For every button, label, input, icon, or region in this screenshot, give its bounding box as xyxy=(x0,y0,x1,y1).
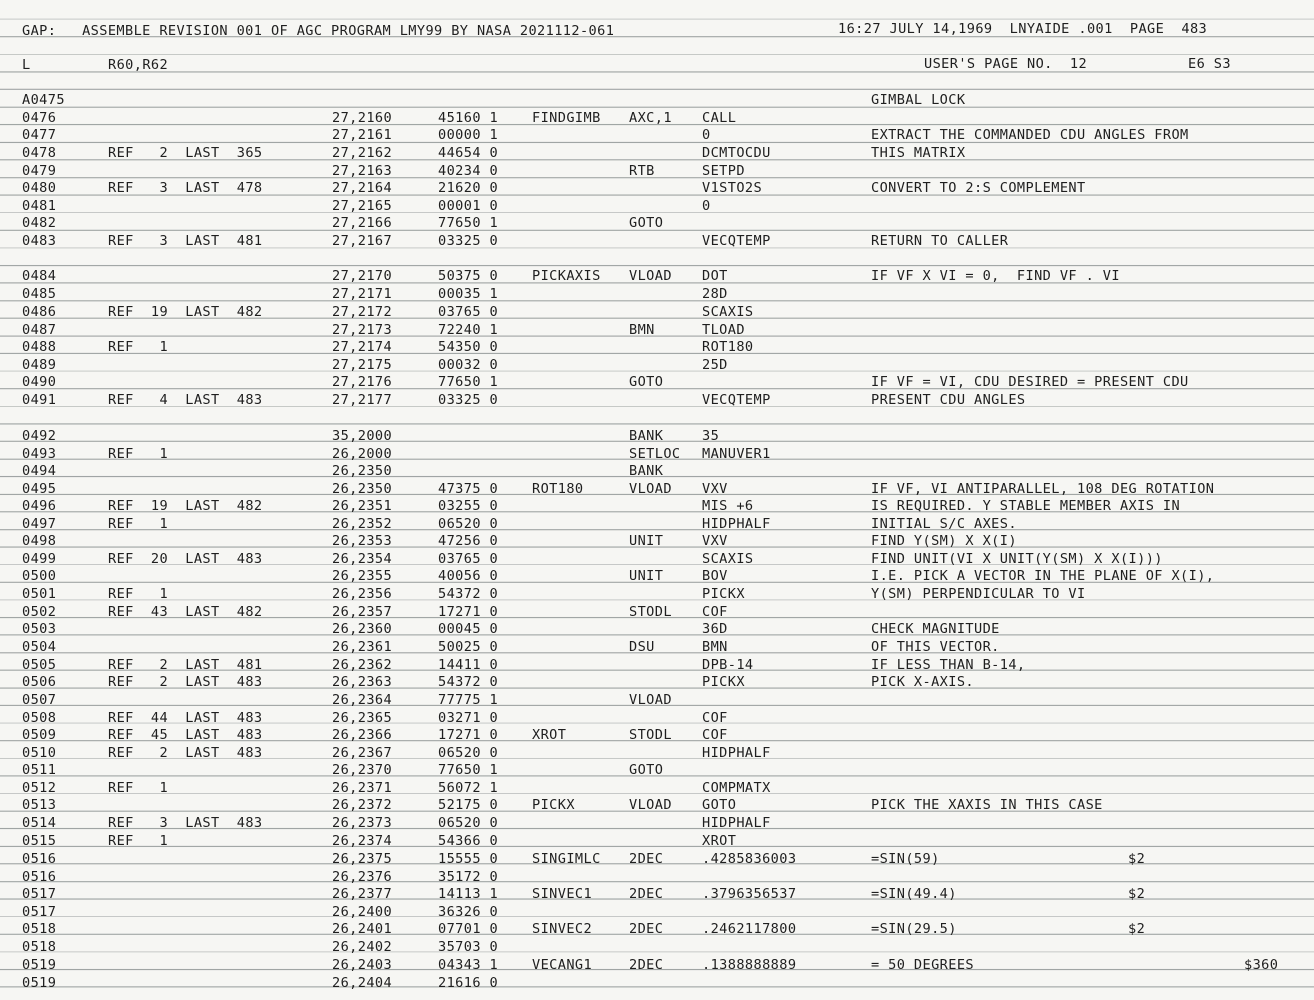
line-label: FINDGIMB xyxy=(532,110,601,126)
line-ref: REF 1 xyxy=(108,516,169,532)
line-word: 00035 1 xyxy=(438,286,499,302)
line-comment: IF LESS THAN B-14, xyxy=(871,657,1026,673)
line-seq: 0507 xyxy=(22,692,57,708)
line-operand: HIDPHALF xyxy=(702,516,771,532)
line-addr: 26,2367 xyxy=(332,745,393,761)
line-addr: 26,2354 xyxy=(332,551,393,567)
line-seq: 0483 xyxy=(22,233,57,249)
line-word: 04343 1 xyxy=(438,957,499,973)
header-code: E6 S3 xyxy=(1188,56,1231,72)
line-label: PICKAXIS xyxy=(532,268,601,284)
line-word: 03255 0 xyxy=(438,498,499,514)
line-seq: 0508 xyxy=(22,710,57,726)
line-comment: CONVERT TO 2:S COMPLEMENT xyxy=(871,180,1086,196)
line-addr: 27,2176 xyxy=(332,374,393,390)
line-operand: 36D xyxy=(702,621,728,637)
line-ref: REF 20 LAST 483 xyxy=(108,551,263,567)
line-addr: 27,2172 xyxy=(332,304,393,320)
line-op: STODL xyxy=(629,604,672,620)
line-word: 00045 0 xyxy=(438,621,499,637)
line-comment: OF THIS VECTOR. xyxy=(871,639,1000,655)
line-word: 03325 0 xyxy=(438,392,499,408)
line-word: 00032 0 xyxy=(438,357,499,373)
line-seq: 0498 xyxy=(22,533,57,549)
line-operand: PICKX xyxy=(702,586,745,602)
line-word: 35172 0 xyxy=(438,869,499,885)
line-operand: MANUVER1 xyxy=(702,446,771,462)
line-op: 2DEC xyxy=(629,957,664,973)
line-addr: 26,2351 xyxy=(332,498,393,514)
line-word: 77650 1 xyxy=(438,374,499,390)
line-ref: REF 43 LAST 482 xyxy=(108,604,263,620)
line-operand: CALL xyxy=(702,110,737,126)
line-seq: 0487 xyxy=(22,322,57,338)
line-word: 00001 0 xyxy=(438,198,499,214)
line-comment: GIMBAL LOCK xyxy=(871,92,966,108)
line-comment: IF VF = VI, CDU DESIRED = PRESENT CDU xyxy=(871,374,1189,390)
line-seq: 0499 xyxy=(22,551,57,567)
line-operand: COF xyxy=(702,727,728,743)
line-operand: 25D xyxy=(702,357,728,373)
line-op: RTB xyxy=(629,163,655,179)
line-seq: 0501 xyxy=(22,586,57,602)
line-comment: IF VF X VI = 0, FIND VF . VI xyxy=(871,268,1120,284)
line-seq: 0506 xyxy=(22,674,57,690)
line-word: 06520 0 xyxy=(438,745,499,761)
line-seq: 0511 xyxy=(22,762,57,778)
line-comment: Y(SM) PERPENDICULAR TO VI xyxy=(871,586,1086,602)
line-operand: GOTO xyxy=(702,797,737,813)
line-word: 35703 0 xyxy=(438,939,499,955)
line-seq: 0505 xyxy=(22,657,57,673)
line-ref: REF 1 xyxy=(108,446,169,462)
line-op: GOTO xyxy=(629,215,664,231)
line-op: BANK xyxy=(629,428,664,444)
line-operand: SCAXIS xyxy=(702,304,754,320)
line-op: VLOAD xyxy=(629,692,672,708)
line-ref: REF 19 LAST 482 xyxy=(108,304,263,320)
line-operand: VECQTEMP xyxy=(702,233,771,249)
line-ref: REF 3 LAST 478 xyxy=(108,180,263,196)
line-addr: 26,2361 xyxy=(332,639,393,655)
line-op: 2DEC xyxy=(629,851,664,867)
line-addr: 27,2174 xyxy=(332,339,393,355)
line-comment: =SIN(29.5) xyxy=(871,921,957,937)
line-word: 40056 0 xyxy=(438,568,499,584)
line-label: SINVEC2 xyxy=(532,921,593,937)
line-label: XROT xyxy=(532,727,567,743)
line-ref: REF 2 LAST 365 xyxy=(108,145,263,161)
line-operand: SCAXIS xyxy=(702,551,754,567)
line-operand: .2462117800 xyxy=(702,921,797,937)
line-op: DSU xyxy=(629,639,655,655)
line-extra: $2 xyxy=(1128,886,1146,902)
line-operand: COMPMATX xyxy=(702,780,771,796)
line-operand: PICKX xyxy=(702,674,745,690)
line-word: 77650 1 xyxy=(438,215,499,231)
line-seq: 0493 xyxy=(22,446,57,462)
line-addr: 26,2401 xyxy=(332,921,393,937)
line-operand: ROT180 xyxy=(702,339,754,355)
line-addr: 27,2163 xyxy=(332,163,393,179)
line-seq: 0485 xyxy=(22,286,57,302)
line-extra: $360 xyxy=(1244,957,1279,973)
line-addr: 27,2166 xyxy=(332,215,393,231)
line-addr: 26,2352 xyxy=(332,516,393,532)
line-operand: VXV xyxy=(702,533,728,549)
line-label: PICKX xyxy=(532,797,575,813)
line-word: 14411 0 xyxy=(438,657,499,673)
line-seq: 0502 xyxy=(22,604,57,620)
line-word: 77650 1 xyxy=(438,762,499,778)
line-ref: REF 44 LAST 483 xyxy=(108,710,263,726)
line-addr: 27,2175 xyxy=(332,357,393,373)
line-ref: REF 19 LAST 482 xyxy=(108,498,263,514)
line-op: GOTO xyxy=(629,762,664,778)
line-word: 45160 1 xyxy=(438,110,499,126)
line-seq: 0516 xyxy=(22,869,57,885)
line-seq: 0512 xyxy=(22,780,57,796)
line-word: 54366 0 xyxy=(438,833,499,849)
line-seq: 0503 xyxy=(22,621,57,637)
line-addr: 26,2371 xyxy=(332,780,393,796)
line-label: ROT180 xyxy=(532,481,584,497)
header-user-page: USER'S PAGE NO. 12 xyxy=(924,56,1088,72)
line-operand: COF xyxy=(702,604,728,620)
line-seq: 0509 xyxy=(22,727,57,743)
line-addr: 27,2165 xyxy=(332,198,393,214)
line-seq: 0491 xyxy=(22,392,57,408)
line-operand: VXV xyxy=(702,481,728,497)
line-seq: 0478 xyxy=(22,145,57,161)
line-operand: 28D xyxy=(702,286,728,302)
line-seq: A0475 xyxy=(22,92,65,108)
line-word: 00000 1 xyxy=(438,127,499,143)
line-addr: 26,2363 xyxy=(332,674,393,690)
line-seq: 0494 xyxy=(22,463,57,479)
line-ref: REF 1 xyxy=(108,833,169,849)
line-word: 47375 0 xyxy=(438,481,499,497)
line-addr: 26,2000 xyxy=(332,446,393,462)
line-word: 77775 1 xyxy=(438,692,499,708)
line-op: VLOAD xyxy=(629,797,672,813)
line-op: SETLOC xyxy=(629,446,681,462)
header-section: R60,R62 xyxy=(108,57,169,73)
line-comment: FIND Y(SM) X X(I) xyxy=(871,533,1017,549)
line-comment: PICK X-AXIS. xyxy=(871,674,975,690)
line-addr: 26,2356 xyxy=(332,586,393,602)
line-comment: INITIAL S/C AXES. xyxy=(871,516,1017,532)
line-word: 21616 0 xyxy=(438,975,499,991)
line-extra: $2 xyxy=(1128,851,1146,867)
line-word: 07701 0 xyxy=(438,921,499,937)
line-operand: V1STO2S xyxy=(702,180,763,196)
line-addr: 26,2360 xyxy=(332,621,393,637)
line-op: VLOAD xyxy=(629,481,672,497)
header-left: GAP: ASSEMBLE REVISION 001 OF AGC PROGRAM LMY99 BY NASA 2021112-061 xyxy=(22,23,615,39)
line-op: STODL xyxy=(629,727,672,743)
line-op: UNIT xyxy=(629,568,664,584)
line-addr: 26,2375 xyxy=(332,851,393,867)
line-seq: 0519 xyxy=(22,957,57,973)
line-operand: 0 xyxy=(702,198,711,214)
line-seq: 0500 xyxy=(22,568,57,584)
line-op: BANK xyxy=(629,463,664,479)
header-right: 16:27 JULY 14,1969 LNYAIDE .001 PAGE 483 xyxy=(838,21,1208,37)
line-addr: 26,2377 xyxy=(332,886,393,902)
line-addr: 27,2173 xyxy=(332,322,393,338)
line-operand: 35 xyxy=(702,428,720,444)
line-comment: =SIN(49.4) xyxy=(871,886,957,902)
line-operand: TLOAD xyxy=(702,322,745,338)
line-operand: 0 xyxy=(702,127,711,143)
line-comment: IF VF, VI ANTIPARALLEL, 108 DEG ROTATION xyxy=(871,481,1215,497)
line-seq: 0513 xyxy=(22,797,57,813)
line-addr: 27,2164 xyxy=(332,180,393,196)
line-op: VLOAD xyxy=(629,268,672,284)
line-addr: 27,2171 xyxy=(332,286,393,302)
line-label: SINGIMLC xyxy=(532,851,601,867)
line-word: 17271 0 xyxy=(438,604,499,620)
line-ref: REF 2 LAST 481 xyxy=(108,657,263,673)
line-op: 2DEC xyxy=(629,886,664,902)
line-addr: 26,2366 xyxy=(332,727,393,743)
line-seq: 0495 xyxy=(22,481,57,497)
line-word: 52175 0 xyxy=(438,797,499,813)
line-addr: 26,2404 xyxy=(332,975,393,991)
line-operand: HIDPHALF xyxy=(702,815,771,831)
line-seq: 0519 xyxy=(22,975,57,991)
header-row2-left: L xyxy=(22,57,31,73)
line-op: BMN xyxy=(629,322,655,338)
line-operand: DOT xyxy=(702,268,728,284)
line-comment: PICK THE XAXIS IN THIS CASE xyxy=(871,797,1103,813)
line-operand: .1388888889 xyxy=(702,957,797,973)
line-addr: 27,2161 xyxy=(332,127,393,143)
line-word: 54350 0 xyxy=(438,339,499,355)
line-word: 17271 0 xyxy=(438,727,499,743)
line-seq: 0516 xyxy=(22,851,57,867)
line-operand: .4285836003 xyxy=(702,851,797,867)
line-operand: BMN xyxy=(702,639,728,655)
line-ref: REF 1 xyxy=(108,586,169,602)
line-word: 14113 1 xyxy=(438,886,499,902)
line-word: 54372 0 xyxy=(438,586,499,602)
line-addr: 27,2177 xyxy=(332,392,393,408)
line-comment: IS REQUIRED. Y STABLE MEMBER AXIS IN xyxy=(871,498,1181,514)
line-addr: 26,2357 xyxy=(332,604,393,620)
line-operand: VECQTEMP xyxy=(702,392,771,408)
line-op: AXC,1 xyxy=(629,110,672,126)
line-addr: 26,2350 xyxy=(332,481,393,497)
line-seq: 0496 xyxy=(22,498,57,514)
line-ref: REF 2 LAST 483 xyxy=(108,674,263,690)
line-word: 21620 0 xyxy=(438,180,499,196)
line-seq: 0482 xyxy=(22,215,57,231)
line-word: 56072 1 xyxy=(438,780,499,796)
line-word: 03325 0 xyxy=(438,233,499,249)
line-word: 03765 0 xyxy=(438,551,499,567)
line-seq: 0486 xyxy=(22,304,57,320)
line-operand: HIDPHALF xyxy=(702,745,771,761)
line-seq: 0504 xyxy=(22,639,57,655)
line-seq: 0517 xyxy=(22,904,57,920)
line-op: GOTO xyxy=(629,374,664,390)
line-seq: 0477 xyxy=(22,127,57,143)
line-seq: 0484 xyxy=(22,268,57,284)
line-word: 50025 0 xyxy=(438,639,499,655)
line-addr: 26,2374 xyxy=(332,833,393,849)
line-seq: 0517 xyxy=(22,886,57,902)
line-comment: RETURN TO CALLER xyxy=(871,233,1009,249)
line-word: 40234 0 xyxy=(438,163,499,179)
line-comment: = 50 DEGREES xyxy=(871,957,975,973)
line-operand: BOV xyxy=(702,568,728,584)
line-word: 36326 0 xyxy=(438,904,499,920)
line-comment: CHECK MAGNITUDE xyxy=(871,621,1000,637)
line-addr: 26,2403 xyxy=(332,957,393,973)
line-addr: 26,2350 xyxy=(332,463,393,479)
line-operand: MIS +6 xyxy=(702,498,754,514)
line-comment: FIND UNIT(VI X UNIT(Y(SM) X X(I))) xyxy=(871,551,1163,567)
line-addr: 27,2162 xyxy=(332,145,393,161)
line-comment: I.E. PICK A VECTOR IN THE PLANE OF X(I), xyxy=(871,568,1215,584)
line-comment: THIS MATRIX xyxy=(871,145,966,161)
line-word: 72240 1 xyxy=(438,322,499,338)
line-addr: 26,2353 xyxy=(332,533,393,549)
line-operand: XROT xyxy=(702,833,737,849)
line-addr: 26,2376 xyxy=(332,869,393,885)
line-addr: 26,2362 xyxy=(332,657,393,673)
line-ref: REF 3 LAST 483 xyxy=(108,815,263,831)
line-operand: DCMTOCDU xyxy=(702,145,771,161)
line-ref: REF 4 LAST 483 xyxy=(108,392,263,408)
line-word: 44654 0 xyxy=(438,145,499,161)
line-addr: 26,2364 xyxy=(332,692,393,708)
line-seq: 0514 xyxy=(22,815,57,831)
line-seq: 0480 xyxy=(22,180,57,196)
line-seq: 0481 xyxy=(22,198,57,214)
line-operand: .3796356537 xyxy=(702,886,797,902)
line-seq: 0490 xyxy=(22,374,57,390)
line-word: 15555 0 xyxy=(438,851,499,867)
line-ref: REF 1 xyxy=(108,780,169,796)
line-comment: PRESENT CDU ANGLES xyxy=(871,392,1026,408)
line-addr: 26,2365 xyxy=(332,710,393,726)
line-seq: 0518 xyxy=(22,939,57,955)
line-comment: =SIN(59) xyxy=(871,851,940,867)
line-seq: 0492 xyxy=(22,428,57,444)
line-ref: REF 3 LAST 481 xyxy=(108,233,263,249)
line-addr: 27,2170 xyxy=(332,268,393,284)
line-ref: REF 2 LAST 483 xyxy=(108,745,263,761)
line-comment: EXTRACT THE COMMANDED CDU ANGLES FROM xyxy=(871,127,1189,143)
line-operand: SETPD xyxy=(702,163,745,179)
line-word: 54372 0 xyxy=(438,674,499,690)
line-word: 06520 0 xyxy=(438,516,499,532)
line-seq: 0479 xyxy=(22,163,57,179)
line-operand: DPB-14 xyxy=(702,657,754,673)
line-addr: 26,2400 xyxy=(332,904,393,920)
line-addr: 27,2160 xyxy=(332,110,393,126)
line-seq: 0489 xyxy=(22,357,57,373)
line-word: 03271 0 xyxy=(438,710,499,726)
line-op: 2DEC xyxy=(629,921,664,937)
line-word: 50375 0 xyxy=(438,268,499,284)
line-seq: 0518 xyxy=(22,921,57,937)
line-word: 03765 0 xyxy=(438,304,499,320)
line-label: SINVEC1 xyxy=(532,886,593,902)
line-addr: 26,2373 xyxy=(332,815,393,831)
line-seq: 0510 xyxy=(22,745,57,761)
line-word: 06520 0 xyxy=(438,815,499,831)
line-addr: 35,2000 xyxy=(332,428,393,444)
line-seq: 0476 xyxy=(22,110,57,126)
line-seq: 0488 xyxy=(22,339,57,355)
line-ref: REF 1 xyxy=(108,339,169,355)
line-op: UNIT xyxy=(629,533,664,549)
line-seq: 0515 xyxy=(22,833,57,849)
line-extra: $2 xyxy=(1128,921,1146,937)
line-addr: 26,2372 xyxy=(332,797,393,813)
line-addr: 26,2402 xyxy=(332,939,393,955)
line-operand: COF xyxy=(702,710,728,726)
line-addr: 27,2167 xyxy=(332,233,393,249)
line-addr: 26,2355 xyxy=(332,568,393,584)
line-addr: 26,2370 xyxy=(332,762,393,778)
line-seq: 0497 xyxy=(22,516,57,532)
line-ref: REF 45 LAST 483 xyxy=(108,727,263,743)
line-word: 47256 0 xyxy=(438,533,499,549)
line-label: VECANG1 xyxy=(532,957,593,973)
